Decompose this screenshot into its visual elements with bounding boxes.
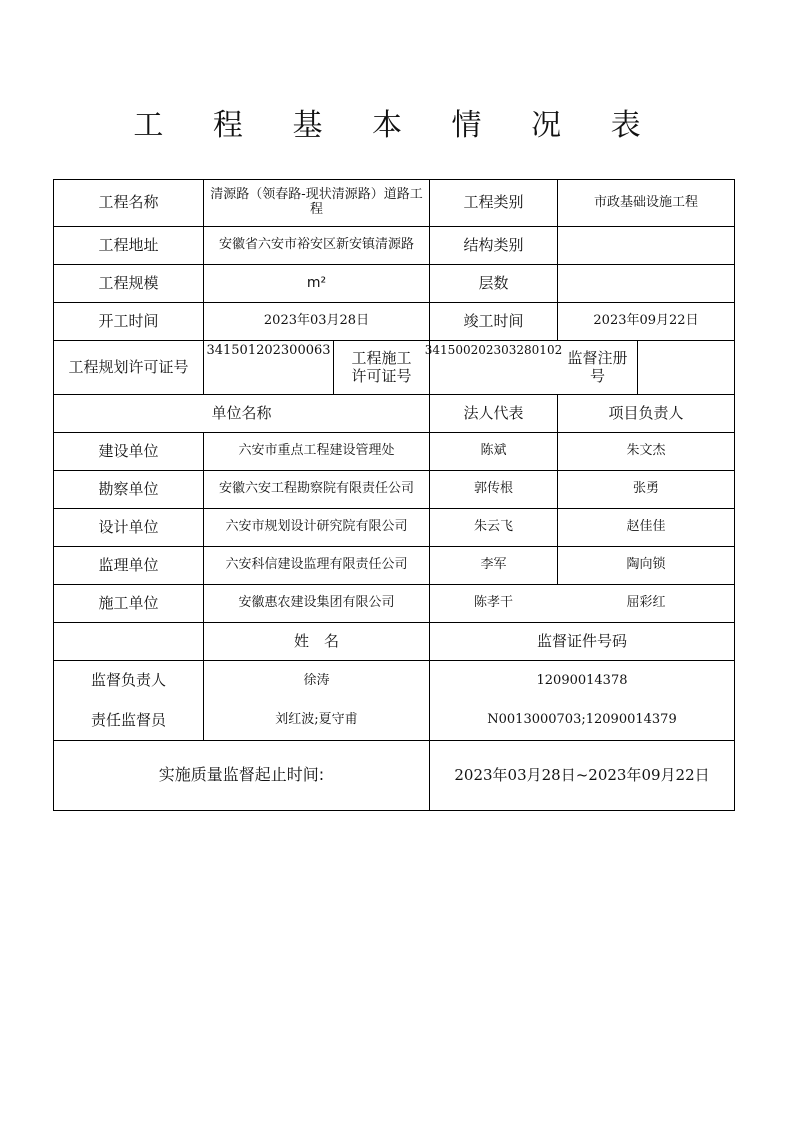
project-name-value: 清源路（领春路-现状清源路）道路工程 xyxy=(210,187,423,217)
unit-legal-representative: 陈斌 xyxy=(480,443,507,459)
responsible-supervisor-certs: N0013000703;12090014379 xyxy=(487,712,677,728)
unit-role: 勘察单位 xyxy=(98,479,159,498)
unit-role: 建设单位 xyxy=(98,441,159,460)
unit-legal-representative: 郭传根 xyxy=(473,481,513,497)
unit-role: 施工单位 xyxy=(98,593,159,612)
construction-permit-label: 工程施工许可证号 xyxy=(351,349,412,385)
supervision-period-label: 实施质量监督起止时间: xyxy=(158,765,325,785)
unit-role: 监理单位 xyxy=(98,555,159,574)
supervision-period-value: 2023年03月28日~2023年09月22日 xyxy=(454,765,710,784)
supervisor-name-header: 姓 名 xyxy=(293,631,339,650)
unit-project-manager: 赵佳佳 xyxy=(626,519,666,535)
responsible-supervisor-label: 责任监督员 xyxy=(90,710,166,729)
project-scale-value: m² xyxy=(306,275,327,292)
supervision-registration-value xyxy=(638,341,734,394)
start-date-value: 2023年03月28日 xyxy=(263,313,370,329)
structure-type-label: 结构类别 xyxy=(463,235,524,254)
unit-project-manager: 陶向锁 xyxy=(626,557,666,573)
planning-permit-label: 工程规划许可证号 xyxy=(68,357,189,376)
planning-permit-value: 341501202300063 xyxy=(206,343,331,358)
project-manager-header: 项目负责人 xyxy=(608,403,684,422)
unit-project-manager: 张勇 xyxy=(632,481,659,497)
unit-name: 六安科信建设监理有限责任公司 xyxy=(225,557,408,573)
finish-date-value: 2023年09月22日 xyxy=(593,313,699,329)
floors-value xyxy=(558,265,734,302)
unit-legal-representative: 陈孝干 xyxy=(473,595,513,611)
unit-role: 设计单位 xyxy=(98,517,159,536)
unit-project-manager: 屈彩红 xyxy=(626,595,666,611)
project-info-table xyxy=(53,179,735,811)
supervisor-cert-header: 监督证件号码 xyxy=(536,631,627,650)
project-name-label: 工程名称 xyxy=(98,193,159,212)
unit-name: 六安市规划设计研究院有限公司 xyxy=(225,519,408,535)
start-date-label: 开工时间 xyxy=(98,311,159,330)
finish-date-label: 竣工时间 xyxy=(463,311,524,330)
unit-project-manager: 朱文杰 xyxy=(626,443,666,459)
unit-name: 安徽六安工程勘察院有限责任公司 xyxy=(218,481,414,497)
lead-supervisor-cert: 12090014378 xyxy=(536,672,628,688)
unit-name-header: 单位名称 xyxy=(211,403,272,422)
structure-type-value xyxy=(558,227,734,264)
floors-label: 层数 xyxy=(478,273,509,292)
supervision-registration-label: 监督注册号 xyxy=(567,349,628,385)
project-type-value: 市政基础设施工程 xyxy=(593,194,698,210)
page-title: 工 程 基 本 情 况 表 xyxy=(133,108,661,143)
legal-representative-header: 法人代表 xyxy=(463,403,524,422)
project-address-label: 工程地址 xyxy=(98,235,159,254)
project-scale-label: 工程规模 xyxy=(98,273,159,292)
unit-name: 安徽惠农建设集团有限公司 xyxy=(238,595,395,611)
unit-legal-representative: 朱云飞 xyxy=(473,519,513,535)
lead-supervisor-name: 徐涛 xyxy=(303,672,330,688)
unit-name: 六安市重点工程建设管理处 xyxy=(238,443,395,459)
project-type-label: 工程类别 xyxy=(463,193,524,212)
unit-legal-representative: 李军 xyxy=(480,557,507,573)
responsible-supervisor-names: 刘红波;夏守甫 xyxy=(275,712,358,728)
lead-supervisor-label: 监督负责人 xyxy=(90,671,166,690)
construction-permit-value: 341500202303280102 xyxy=(424,343,563,357)
project-address-value: 安徽省六安市裕安区新安镇清源路 xyxy=(218,237,414,253)
